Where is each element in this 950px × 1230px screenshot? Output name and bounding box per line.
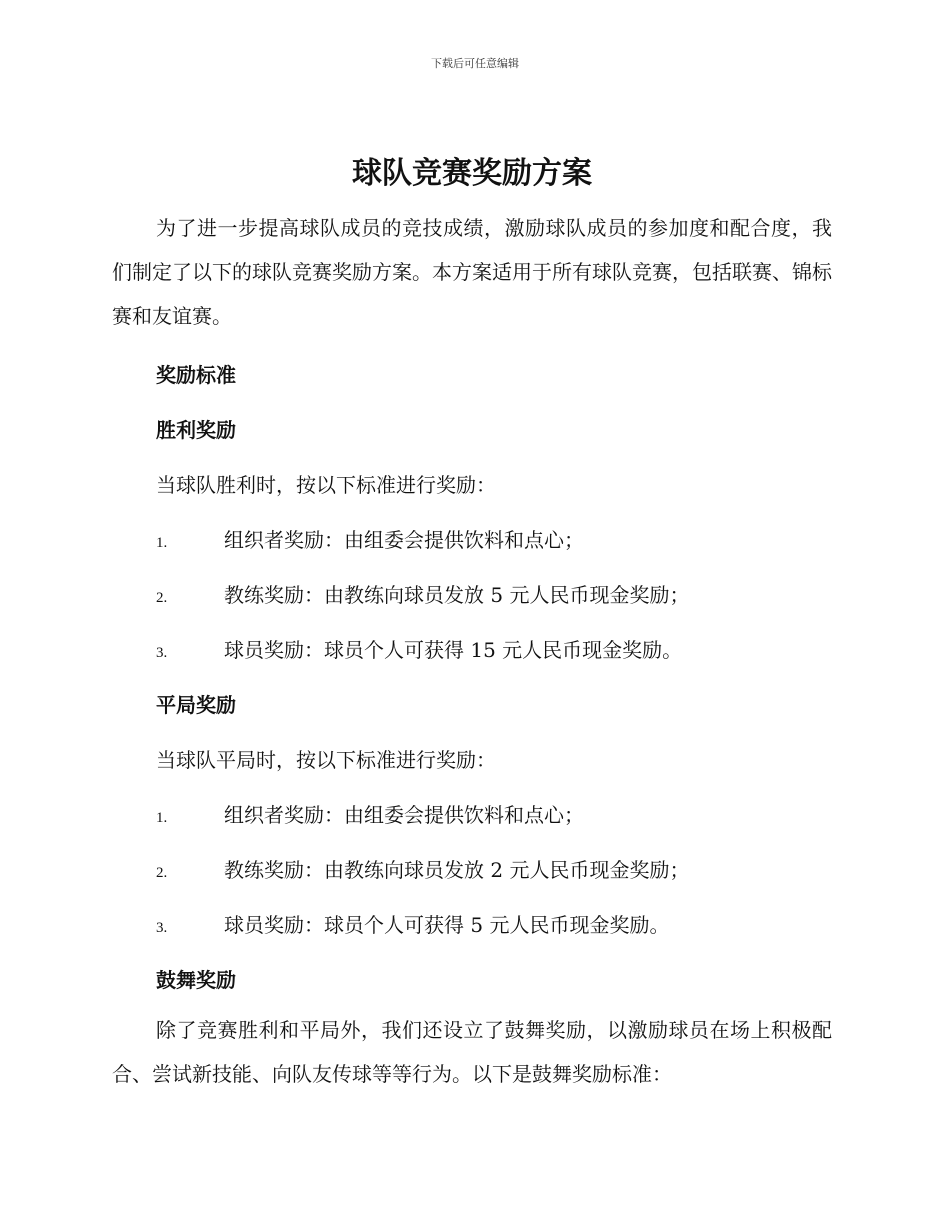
subheading-draw-reward: 平局奖励 — [156, 693, 236, 717]
list-text: 组织者奖励：由组委会提供饮料和点心； — [224, 803, 584, 827]
list-item — [112, 568, 832, 623]
list-item — [112, 623, 832, 678]
list-text: 教练奖励：由教练向球员发放 5 元人民币现金奖励； — [224, 583, 690, 607]
list-number: 1. — [156, 535, 168, 551]
list-text: 球员奖励：球员个人可获得 5 元人民币现金奖励。 — [224, 913, 670, 937]
encourage-paragraph: 除了竞赛胜利和平局外，我们还设立了鼓舞奖励，以激励球员在场上积极配合、尝试新技能、向队友传球等等行为。以下是鼓舞奖励标准： — [112, 1018, 832, 1086]
list-text: 球员奖励：球员个人可获得 15 元人民币现金奖励。 — [224, 638, 683, 662]
list-item — [112, 788, 832, 843]
document-body — [112, 150, 832, 1096]
subheading-encourage-reward: 鼓舞奖励 — [156, 968, 236, 992]
list-item — [112, 843, 832, 898]
list-number: 2. — [156, 590, 168, 606]
win-lead-text: 当球队胜利时，按以下标准进行奖励： — [156, 473, 496, 497]
draw-reward-list — [112, 788, 832, 953]
list-text: 组织者奖励：由组委会提供饮料和点心； — [224, 528, 584, 552]
list-number: 1. — [156, 810, 168, 826]
intro-paragraph: 为了进一步提高球队成员的竞技成绩，激励球队成员的参加度和配合度，我们制定了以下的球队竞赛奖励方案。本方案适用于所有球队竞赛，包括联赛、锦标赛和友谊赛。 — [112, 216, 832, 328]
draw-lead-text: 当球队平局时，按以下标准进行奖励： — [156, 748, 496, 772]
list-number: 2. — [156, 865, 168, 881]
section-heading-reward-standard: 奖励标准 — [156, 363, 236, 387]
list-number: 3. — [156, 645, 168, 661]
subheading-win-reward: 胜利奖励 — [156, 418, 236, 442]
list-item — [112, 513, 832, 568]
header-note: 下载后可任意编辑 — [431, 57, 519, 70]
document-title: 球队竞赛奖励方案 — [352, 156, 592, 191]
win-reward-list — [112, 513, 832, 678]
list-text: 教练奖励：由教练向球员发放 2 元人民币现金奖励； — [224, 858, 690, 882]
list-number: 3. — [156, 920, 168, 936]
list-item — [112, 898, 832, 953]
